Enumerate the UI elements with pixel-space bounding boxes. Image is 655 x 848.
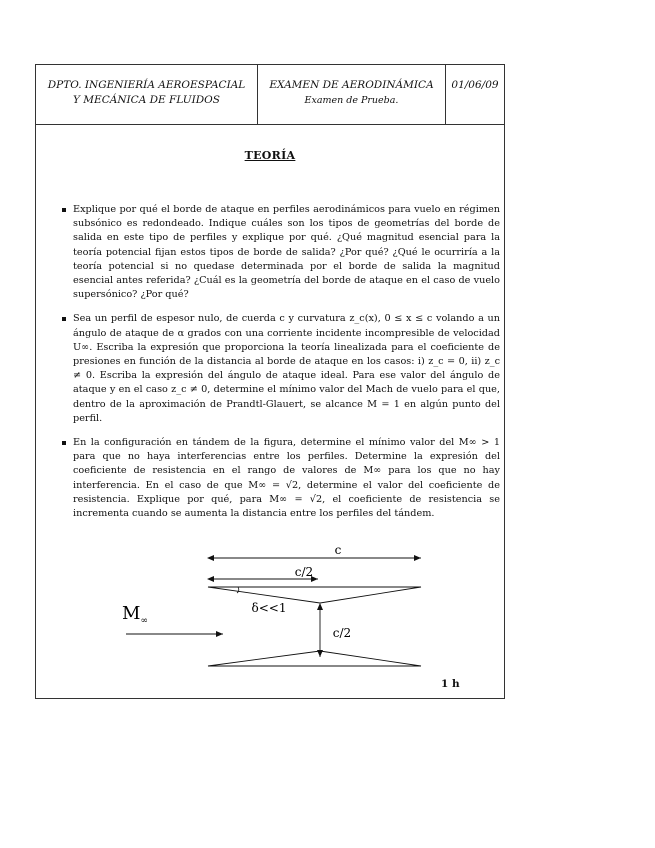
department-line1: DPTO. INGENIERÍA AEROESPACIAL [47,79,246,91]
exam-title-cell [258,65,446,124]
question-text: En la configuración en tándem de la figura, determine el mínimo valor del M∞ > 1 para que no haya interferencias entre los perfiles. Determine la expresión del coeficiente de resistencia en el rango de valores de M∞ para los que no hay interferencia. En el caso de que M∞ = √2, determine el valor del coeficiente de resistencia. Explique por qué, para M∞ = √2, el coeficiente de resistencia se incrementa cuando se aumenta la distancia entre los perfiles del tándem. [73,437,500,520]
exam-title: EXAMEN DE AERODINÁMICA [269,79,434,91]
question-item [62,312,500,426]
question-list [62,203,500,531]
section-title: TEORÍA [244,149,296,162]
angle-arc [237,587,239,593]
question-text: Sea un perfil de espesor nulo, de cuerda c y curvatura z_c(x), 0 ≤ x ≤ c volando a un ángulo de ataque de α grados con una corriente incidente incompresible de velocidad U∞. Escriba la expresión que proporciona la teoría linealizada para el coeficiente de presiones en función de la distancia al borde de ataque en los casos: i) z_c = 0, ii) z_c ≠ 0. Escriba la expresión del ángulo de ataque ideal. Para ese valor del ángulo de ataque y en el caso z_c ≠ 0, determine el mínimo valor del Mach de vuelo para el que, dentro de la aproximación de Prandtl-Glauert, se alcance M = 1 en algún punto del perfil. [73,313,500,424]
department-line2: Y MECÁNICA DE FLUIDOS [73,94,220,106]
bullet-icon [62,208,66,212]
gap-label: c/2 [332,626,352,640]
mach-label: $M_\infty$ [122,603,148,626]
half-chord-label: c/2 [294,565,314,579]
bullet-icon [62,317,66,321]
question-item [62,436,500,521]
lower-airfoil [208,651,421,666]
question-item [62,203,500,302]
exam-subtitle: Examen de Prueba. [304,95,399,106]
exam-header [36,65,504,125]
date-cell [446,65,504,124]
tandem-diagram [108,541,448,667]
angle-label: δ<<1 [251,601,287,615]
chord-label: c [334,543,342,557]
exam-date: 01/06/09 [451,79,499,91]
upper-airfoil [208,587,421,603]
department-cell [36,65,258,124]
bullet-icon [62,441,66,445]
tandem-airfoil-figure [108,541,448,667]
exam-duration: 1 h [441,678,460,690]
exam-sheet [35,64,505,699]
question-text: Explique por qué el borde de ataque en perfiles aerodinámicos para vuelo en régimen subsónico es redondeado. Indique cuáles son los tipos de geometrías del borde de salida en este tipo de perfiles y explique por qué. ¿Qué magnitud esencial para la teoría potencial fijan estos tipos de borde de salida? ¿Por qué? ¿Qué le ocurriría a la teoría potencial si no quedase determinada por el borde de salida la magnitud esencial antes referida? ¿Cuál es la geometría del borde de ataque en el caso de vuelo supersónico? ¿Por qué? [73,204,500,301]
